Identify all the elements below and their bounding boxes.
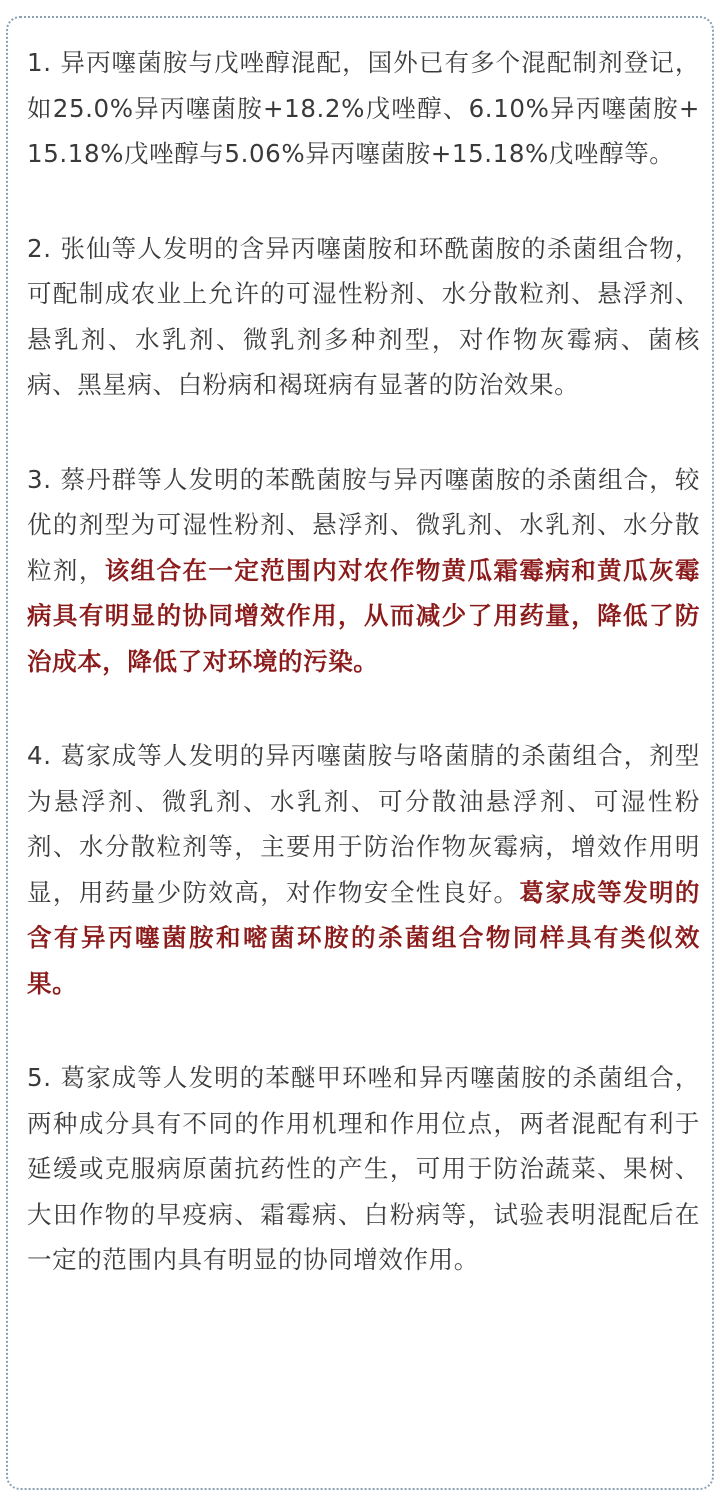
paragraph-highlight: 该组合在一定范围内对农作物黄瓜霜霉病和黄瓜灰霉病具有明显的协同增效作用，从而减少了用药量，降低了防治成本，降低了对环境的污染。 bbox=[27, 555, 700, 676]
paragraph-3 bbox=[27, 457, 700, 685]
content-frame bbox=[6, 16, 714, 1490]
paragraph-1 bbox=[27, 40, 700, 177]
paragraph-text: 5. 葛家成等人发明的苯醚甲环唑和异丙噻菌胺的杀菌组合，两种成分具有不同的作用机理和作用位点，两者混配有利于延缓或克服病原菌抗药性的产生，可用于防治蔬菜、果树、大田作物的早疫病、霜霉病、白粉病等，试验表明混配后在一定的范围内具有明显的协同增效作用。 bbox=[27, 1063, 700, 1274]
paragraph-text: 4. 葛家成等人发明的异丙噻菌胺与咯菌腈的杀菌组合，剂型为悬浮剂、微乳剂、水乳剂、可分散油悬浮剂、可湿性粉剂、水分散粒剂等，主要用于防治作物灰霉病，增效作用明显，用药量少防效高，对作物安全性良好。 bbox=[27, 741, 700, 907]
paragraph-text: 3. 蔡丹群等人发明的苯酰菌胺与异丙噻菌胺的杀菌组合，较优的剂型为可湿性粉剂、悬浮剂、微乳剂、水乳剂、水分散粒剂， bbox=[27, 464, 700, 585]
paragraph-4 bbox=[27, 733, 700, 1006]
paragraph-2 bbox=[27, 226, 700, 408]
paragraph-highlight: 葛家成等发明的含有异丙噻菌胺和嘧菌环胺的杀菌组合物同样具有类似效果。 bbox=[27, 877, 700, 998]
paragraph-text: 2. 张仙等人发明的含异丙噻菌胺和环酰菌胺的杀菌组合物，可配制成农业上允许的可湿性粉剂、水分散粒剂、悬浮剂、悬乳剂、水乳剂、微乳剂多种剂型，对作物灰霉病、菌核病、黑星病、白粉病和褐斑病有显著的防治效果。 bbox=[27, 233, 700, 399]
paragraph-text: 1. 异丙噻菌胺与戊唑醇混配，国外已有多个混配制剂登记，如25.0%异丙噻菌胺+18.2%戊唑醇、6.10%异丙噻菌胺+15.18%戊唑醇与5.06%异丙噻菌胺+15.18%戊唑醇等。 bbox=[27, 48, 700, 168]
paragraph-5 bbox=[27, 1055, 700, 1283]
